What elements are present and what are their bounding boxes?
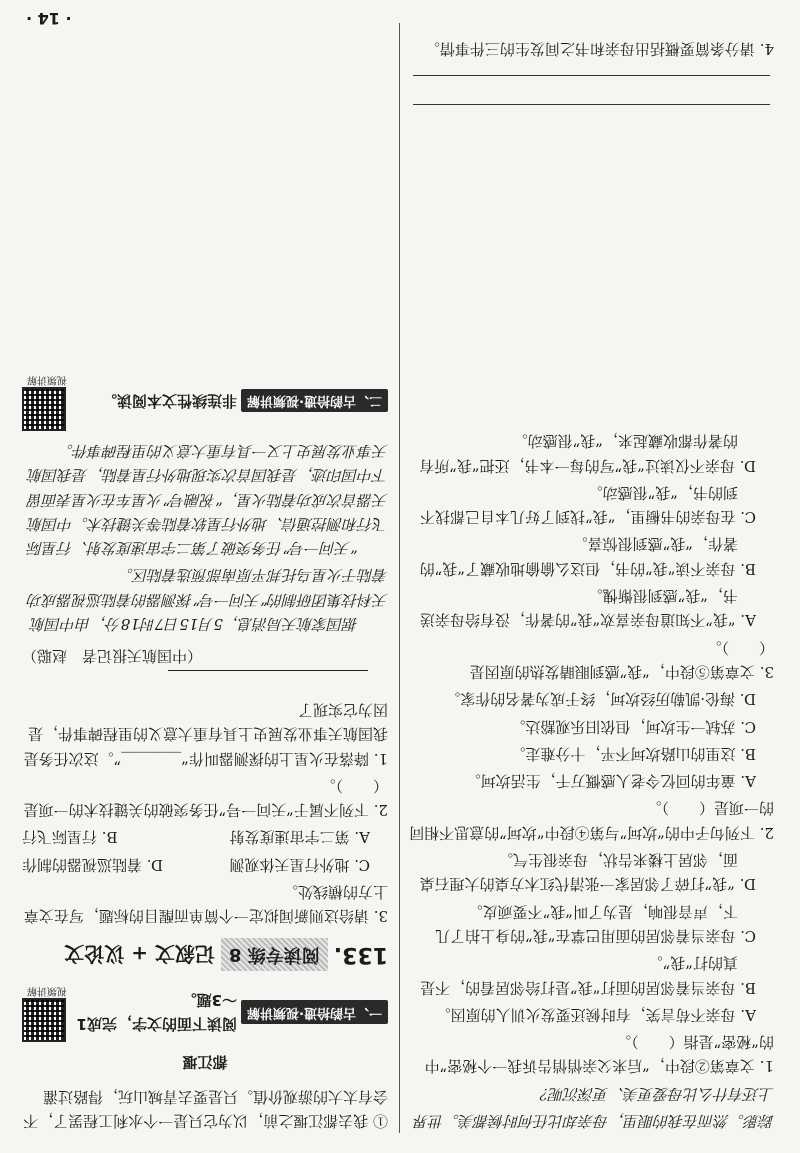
unit-number: 133. bbox=[333, 941, 388, 967]
question-3-option-d[interactable]: D. 母亲不仅读过“我”写的每一本书，还把“我”所有的著作都收藏起来，“我”很感动。 bbox=[419, 432, 756, 475]
news-question-2: 2. 下列不属于“天问一号”任务突破的关键技术的一项是（ ）。 bbox=[23, 776, 388, 820]
unit-badge: 阅读专练 8 bbox=[221, 938, 328, 971]
qr-label: 视频讲解 bbox=[27, 373, 67, 385]
article-paragraph-1: ① 我去都江堰之前，以为它只是一个水利工程罢了，不会有太大的游观价值。只是要去青城山玩，得路过灌 bbox=[23, 1087, 388, 1130]
question-1-option-a[interactable]: A. 母亲不苟言笑，有时候还要发火训人的原因。 bbox=[435, 1005, 756, 1024]
question-4-block bbox=[409, 34, 774, 133]
intro-line: 踪影。然而在我的眼里，母亲却比任何时候都美。世界 bbox=[413, 1112, 774, 1130]
qr-code-block[interactable] bbox=[22, 982, 72, 1042]
question-3-option-c[interactable]: C. 在母亲的书橱里，“我”找到了好几本自己都找不到的书，“我”很感动。 bbox=[420, 483, 756, 527]
qr-code-icon[interactable] bbox=[22, 387, 66, 431]
news-q2-options-cd bbox=[22, 852, 370, 876]
news-q2-option-d[interactable]: D. 着陆巡视器的制作 bbox=[22, 855, 164, 874]
question-2-option-c[interactable]: C. 苏轼一生坎坷，但依旧乐观豁达。 bbox=[510, 717, 756, 736]
intro-line: 上还有什么比母爱更美、更深沉呢？ bbox=[533, 1084, 774, 1103]
page-number: · 14 · bbox=[26, 9, 72, 28]
news-q2-option-c[interactable]: C. 地外行星天体观测 bbox=[229, 855, 370, 874]
news-q2-options-ab bbox=[22, 825, 370, 849]
section-instruction: 阅读下面的文字，完成1～3题。 bbox=[76, 991, 238, 1034]
qr-label: 视频讲解 bbox=[27, 985, 67, 997]
qr-code-block[interactable] bbox=[22, 370, 72, 430]
answer-blank[interactable] bbox=[168, 670, 368, 685]
unit-title-bar bbox=[22, 936, 388, 972]
question-2-option-a[interactable]: A. 童年的回忆令老人感慨万千，生活坎坷。 bbox=[465, 772, 756, 791]
column-divider bbox=[399, 23, 400, 1133]
question-3-option-b[interactable]: B. 母亲不读“我”的书，但这么偷偷地收藏了“我”的著作，“我”感到很惊喜。 bbox=[419, 535, 756, 578]
answer-line[interactable] bbox=[413, 75, 770, 104]
question-3-option-a[interactable]: A. “我”不知道母亲喜欢“我”的著作，没有给母亲送书，“我”感到很惭愧。 bbox=[419, 587, 756, 630]
right-column bbox=[22, 23, 388, 1133]
question-2-stem: 2. 下列句子中的“坎坷”与第④段中“坎坷”的意思不相同的一项是（ ）。 bbox=[409, 799, 774, 842]
question-3-stem: 3. 文章第⑤段中，“我”感到眼睛发热的原因是（ ）。 bbox=[469, 638, 774, 681]
news-paragraph: 据国家航天局消息，5月15日7时18分，由中国航天科技集团研制的“天问一号”探测器的着陆巡视器成功着陆于火星乌托邦平原南部预选着陆区。 bbox=[27, 566, 388, 634]
section-instruction: 非连续性文本阅读。 bbox=[102, 391, 238, 410]
question-2-option-d[interactable]: D. 海伦·凯勒历经坎坷，终于成为著名的作家。 bbox=[445, 690, 756, 709]
unit-title: 记叙文 + 议论文 bbox=[64, 942, 215, 967]
article-title: 都江堰 bbox=[182, 1053, 228, 1072]
answer-line[interactable] bbox=[413, 104, 770, 133]
question-1-option-b[interactable]: B. 母亲当着邻居的面打“我”是打给邻居看的，不是真的打“我”。 bbox=[420, 954, 756, 997]
news-q2-option-b[interactable]: B. 行星际飞行 bbox=[22, 828, 118, 847]
section-header-1 bbox=[22, 982, 388, 1042]
news-question-3: 3. 请给这则新闻拟定一个简单而醒目的标题，写在文章上方的横线处。 bbox=[23, 883, 388, 926]
question-1-option-c[interactable]: C. 母亲当着邻居的面用巴掌在“我”的身上拍了几下，声音很响，是为了叫“我”不要顽皮。 bbox=[435, 902, 756, 945]
question-1-option-d[interactable]: D. “我”打碎了邻居家一张清代红木方桌的大理石桌面，邻居上楼来告状，母亲很生气。 bbox=[419, 851, 756, 894]
news-source: （中国航天报记者 赵聪） bbox=[22, 647, 203, 666]
qr-code-icon[interactable] bbox=[22, 998, 66, 1042]
question-1-stem: 1. 文章第②段中，“后来父亲悄悄告诉我一个秘密”中的“秘密”是指（ ）。 bbox=[424, 1033, 774, 1076]
left-column bbox=[409, 23, 774, 1133]
news-q2-option-a[interactable]: A. 第二宇宙速度发射 bbox=[229, 828, 370, 847]
news-question-1: 1. 降落在火星上的探测器叫作“＿＿＿＿”。这次任务是我国航天事业发展史上具有重大意义的里程碑事件，是因为它实现了 bbox=[23, 700, 388, 768]
question-2-option-b[interactable]: B. 这里的山路坎坷不平，十分难走。 bbox=[510, 744, 756, 763]
section-header-2 bbox=[22, 370, 388, 430]
question-4-stem: 4. 请分条简要概括出母亲和书之间发生的三件事情。 bbox=[424, 40, 774, 58]
section-tag: 二、古韵拾遗·视频讲解 bbox=[241, 389, 388, 412]
news-paragraph: “天问一号”任务突破了第二宇宙速度发射、行星际飞行和测控通信、地外行星软着陆等关键技术。中国航天器首次成功着陆火星，“祝融号”火星车在火星表面留下中国印迹，是我国首次实现地外行星着陆，是我国航天事业发展史上又一具有重大意义的里程碑事件。 bbox=[27, 441, 388, 558]
section-tag: 一、古韵拾遗·视频讲解 bbox=[241, 1001, 388, 1024]
